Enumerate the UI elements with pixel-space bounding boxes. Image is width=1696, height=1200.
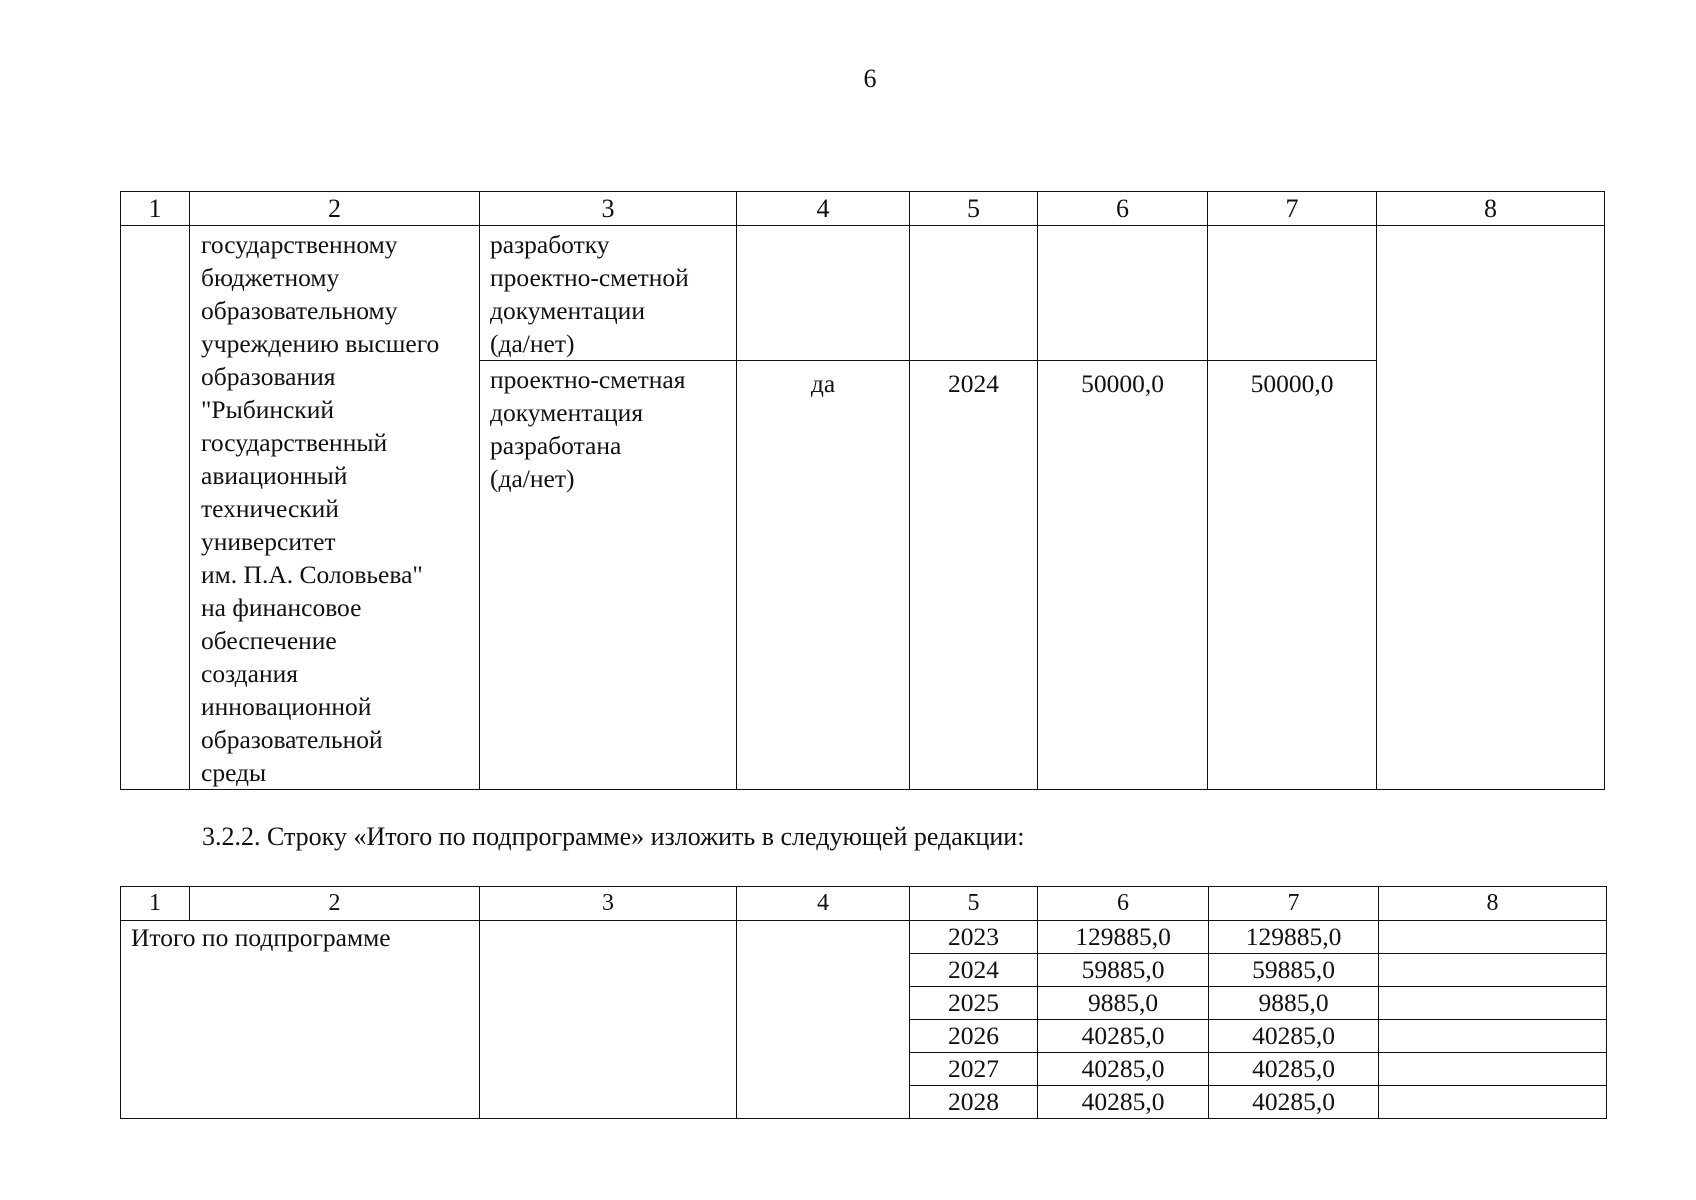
cell-note	[1379, 1086, 1607, 1119]
cell-year: 2024	[910, 954, 1038, 987]
text-line: обеспечение	[201, 626, 337, 655]
cell-value	[737, 226, 910, 361]
text-line: (да/нет)	[490, 464, 575, 493]
text-line: учреждению высшего	[201, 329, 440, 358]
cell-year: 2025	[910, 987, 1038, 1020]
column-header: 7	[1208, 192, 1377, 226]
text-line: им. П.А. Соловьева"	[201, 560, 423, 589]
column-header: 4	[737, 887, 910, 921]
cell-year: 2023	[910, 921, 1038, 954]
column-header: 5	[910, 887, 1038, 921]
column-header: 8	[1377, 192, 1605, 226]
text-line: образовательному	[201, 296, 398, 325]
column-header: 2	[190, 887, 480, 921]
text-line: среды	[201, 758, 267, 787]
text-line: государственному	[201, 230, 398, 259]
cell-amount: 40285,0	[1038, 1020, 1209, 1053]
text-line: создания	[201, 659, 298, 688]
cell-year: 2024	[910, 361, 1038, 790]
cell-indicator	[480, 361, 737, 790]
cell-amount: 40285,0	[1038, 1053, 1209, 1086]
cell-amount: 50000,0	[1208, 361, 1377, 790]
column-header: 6	[1038, 192, 1208, 226]
cell-amount: 40285,0	[1209, 1053, 1379, 1086]
text-line: бюджетному	[201, 263, 340, 292]
text-line: государственный	[201, 428, 388, 457]
table-row	[121, 921, 1607, 954]
cell-year	[910, 226, 1038, 361]
text-line: на финансовое	[201, 593, 362, 622]
cell-amount: 129885,0	[1209, 921, 1379, 954]
column-header: 3	[480, 192, 737, 226]
table-header-row	[121, 887, 1607, 921]
cell-empty	[737, 921, 910, 1119]
total-table	[120, 886, 1607, 1119]
column-header: 8	[1379, 887, 1607, 921]
cell-year: 2026	[910, 1020, 1038, 1053]
page-number: 6	[863, 64, 877, 93]
text-line: образования	[201, 362, 336, 391]
text-line: университет	[201, 527, 336, 556]
cell-amount: 50000,0	[1038, 361, 1208, 790]
column-header: 4	[737, 192, 910, 226]
column-header: 5	[910, 192, 1038, 226]
cell-amount: 40285,0	[1209, 1020, 1379, 1053]
cell-year: 2027	[910, 1053, 1038, 1086]
cell-note	[1379, 1053, 1607, 1086]
cell-indicator	[480, 226, 737, 361]
cell-amount: 40285,0	[1209, 1086, 1379, 1119]
text-line: проектно-сметной	[490, 263, 689, 292]
text-line: технический	[201, 494, 339, 523]
cell-value: да	[737, 361, 910, 790]
cell-amount: 59885,0	[1209, 954, 1379, 987]
text-line: разработку	[490, 230, 610, 259]
cell-amount: 59885,0	[1038, 954, 1209, 987]
cell-note	[1379, 1020, 1607, 1053]
program-table	[120, 191, 1605, 790]
column-header: 6	[1038, 887, 1209, 921]
cell-note	[1377, 226, 1605, 790]
cell-amount: 40285,0	[1038, 1086, 1209, 1119]
cell-note	[1379, 987, 1607, 1020]
cell-amount	[1208, 226, 1377, 361]
text-line: (да/нет)	[490, 329, 575, 358]
cell-year: 2028	[910, 1086, 1038, 1119]
column-header: 7	[1209, 887, 1379, 921]
column-header: 1	[121, 887, 190, 921]
cell-amount	[1038, 226, 1208, 361]
text-line: проектно-сметная	[490, 365, 686, 394]
text-line: образовательной	[201, 725, 383, 754]
column-header: 2	[190, 192, 480, 226]
cell-number	[121, 226, 190, 790]
table-row	[121, 226, 1605, 361]
cell-empty	[480, 921, 737, 1119]
paragraph-text: 3.2.2. Строку «Итого по подпрограмме» изложить в следующей редакции:	[202, 822, 1025, 851]
column-header: 1	[121, 192, 190, 226]
total-label: Итого по подпрограмме	[121, 921, 480, 1119]
cell-amount: 129885,0	[1038, 921, 1209, 954]
cell-amount: 9885,0	[1038, 987, 1209, 1020]
cell-note	[1379, 954, 1607, 987]
text-line: "Рыбинский	[201, 395, 334, 424]
text-line: документации	[490, 296, 645, 325]
cell-recipient	[190, 226, 480, 790]
text-line: авиационный	[201, 461, 348, 490]
cell-note	[1379, 921, 1607, 954]
text-line: разработана	[490, 431, 622, 460]
column-header: 3	[480, 887, 737, 921]
text-line: документация	[490, 398, 644, 427]
text-line: инновационной	[201, 692, 372, 721]
cell-amount: 9885,0	[1209, 987, 1379, 1020]
table-header-row	[121, 192, 1605, 226]
